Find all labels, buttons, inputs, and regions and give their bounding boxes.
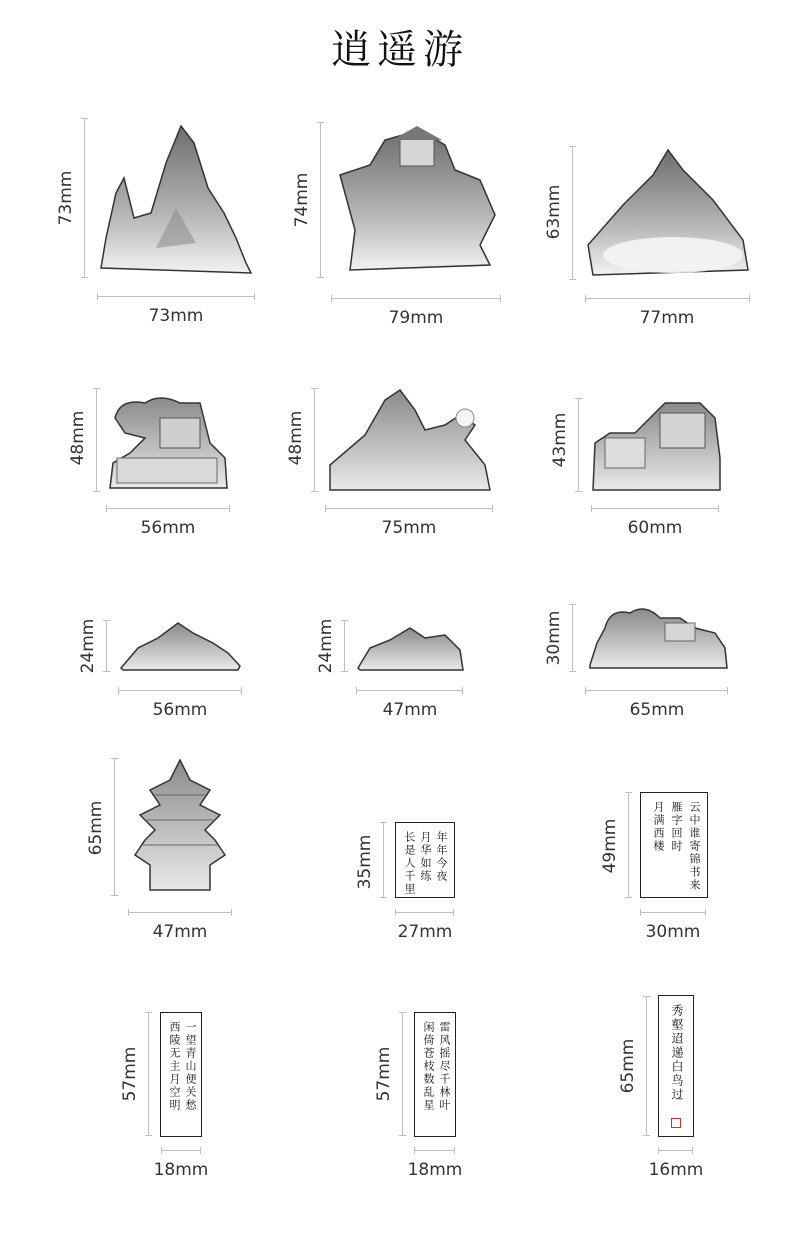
- width-label: 77mm: [639, 308, 695, 328]
- poem-line: 一望青山便关愁: [184, 1021, 197, 1112]
- poem-line: 雷风摇尽千林叶: [438, 1021, 451, 1112]
- poem-line: 长是人千里: [403, 831, 416, 896]
- height-label: 57mm: [120, 1046, 140, 1102]
- poem-line: 月华如练: [419, 831, 432, 883]
- mountain-peaks-1-image: [96, 118, 256, 278]
- seal-stamp: [671, 1118, 681, 1128]
- width-label: 27mm: [397, 922, 453, 942]
- height-label: 74mm: [292, 172, 312, 228]
- width-label: 47mm: [382, 700, 438, 720]
- height-label: 24mm: [78, 618, 98, 674]
- width-label: 47mm: [152, 922, 208, 942]
- pavilion-cliff-image: [330, 120, 510, 280]
- height-label: 65mm: [618, 1038, 638, 1094]
- height-label: 48mm: [286, 410, 306, 466]
- height-label: 24mm: [316, 618, 336, 674]
- width-label: 18mm: [153, 1160, 209, 1180]
- width-label: 75mm: [381, 518, 437, 538]
- poem-card-2: [640, 792, 708, 898]
- height-label: 35mm: [355, 834, 375, 890]
- peak-lake-image: [325, 385, 495, 493]
- width-label: 65mm: [629, 700, 685, 720]
- height-label: 43mm: [550, 412, 570, 468]
- height-label: 63mm: [544, 184, 564, 240]
- width-label: 56mm: [140, 518, 196, 538]
- height-label: 48mm: [68, 410, 88, 466]
- poem-line: 年年今夜: [435, 831, 448, 883]
- height-label: 57mm: [374, 1046, 394, 1102]
- palace-clouds-image: [105, 388, 230, 493]
- cloud-palace-image: [585, 603, 730, 673]
- small-ridge-2-image: [355, 620, 465, 673]
- poem-card-4: [414, 1012, 456, 1137]
- page-title: 逍遥游: [331, 27, 469, 73]
- poem-line: 西陵无主月空明: [168, 1021, 181, 1112]
- poem-line: 云中谁寄锦书来: [688, 801, 701, 892]
- poem-card-5: [658, 995, 694, 1137]
- misty-mountain-image: [583, 145, 753, 280]
- poem-line: 秀壑迢递白鸟过: [670, 1004, 684, 1102]
- width-label: 30mm: [645, 922, 701, 942]
- height-label: 30mm: [544, 610, 564, 666]
- poem-line: 月满西楼: [652, 801, 665, 853]
- width-label: 18mm: [407, 1160, 463, 1180]
- width-label: 16mm: [648, 1160, 704, 1180]
- small-ridge-1-image: [118, 618, 243, 673]
- poem-line: 雁字回时: [670, 801, 683, 853]
- height-label: 73mm: [56, 170, 76, 226]
- width-label: 79mm: [388, 308, 444, 328]
- poem-card-3: [160, 1012, 202, 1137]
- height-label: 65mm: [86, 800, 106, 856]
- height-label: 49mm: [600, 818, 620, 874]
- width-label: 73mm: [148, 306, 204, 326]
- poem-card-1: [395, 822, 455, 898]
- width-label: 56mm: [152, 700, 208, 720]
- twin-palaces-image: [590, 398, 725, 493]
- poem-line: 闲倚苍枝数乱星: [422, 1021, 435, 1112]
- width-label: 60mm: [627, 518, 683, 538]
- pagoda-image: [125, 755, 235, 895]
